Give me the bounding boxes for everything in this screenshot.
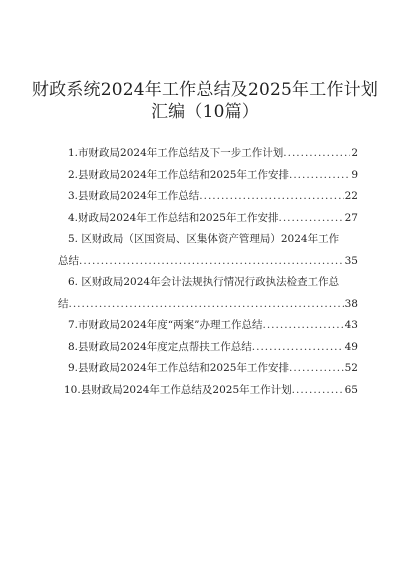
toc-entry-page: 2 xyxy=(351,147,358,159)
document-title-line1: 财政系统2024年工作总结及2025年工作计划 xyxy=(31,80,379,100)
toc-entry-number: 7. xyxy=(68,319,79,331)
toc-entry-line2 xyxy=(58,294,358,316)
toc-entry-4[interactable] xyxy=(58,208,358,230)
toc-entry-title: 县财政局2024年工作总结 xyxy=(78,190,200,202)
toc-leader-dots xyxy=(278,208,343,230)
toc-entry-number: 8. xyxy=(68,340,79,353)
toc-entry-5[interactable] xyxy=(58,229,358,272)
toc-entry-title: 市财政局2024年度“两案”办理工作总结 xyxy=(78,319,263,331)
toc-leader-dots xyxy=(69,294,344,316)
toc-entry-page: 38 xyxy=(344,297,358,310)
toc-leader-dots xyxy=(283,143,350,165)
toc-entry-line2 xyxy=(58,251,358,273)
toc-entry-page: 52 xyxy=(344,362,358,374)
toc-entry-8[interactable] xyxy=(58,337,358,359)
toc-entry-title-line1: 区财政局（区国资局、区集体资产管理局）2024年工作 xyxy=(81,233,340,245)
toc-entry-10[interactable] xyxy=(58,380,358,402)
toc-entry-number: 9. xyxy=(68,362,79,374)
toc-entry-page: 22 xyxy=(344,190,358,202)
toc-entry-number: 5. xyxy=(68,233,79,245)
toc-entry-title: 县财政局2024年度定点帮扶工作总结 xyxy=(78,340,252,353)
toc-entry-2[interactable] xyxy=(58,165,358,187)
toc-leader-dots xyxy=(79,251,344,273)
toc-entry-title-line2: 结 xyxy=(58,297,69,310)
toc-entry-page: 65 xyxy=(344,383,358,396)
toc-entry-page: 35 xyxy=(344,254,358,267)
toc-entry-number: 10. xyxy=(64,383,81,396)
toc-leader-dots xyxy=(292,380,344,402)
toc-entry-3[interactable] xyxy=(58,186,358,208)
toc-leader-dots xyxy=(289,358,344,380)
toc-entry-9[interactable] xyxy=(58,358,358,380)
toc-leader-dots xyxy=(263,315,344,337)
toc-entry-title: 县财政局2024年工作总结和2025年工作安排 xyxy=(78,168,289,181)
toc-entry-page: 27 xyxy=(344,211,358,224)
toc-entry-1[interactable] xyxy=(58,143,358,165)
toc-entry-number: 3. xyxy=(68,190,79,202)
toc-entry-title: 县财政局2024年工作总结及2025年工作计划 xyxy=(80,383,292,396)
toc-entry-title: 县财政局2024年工作总结和2025年工作安排 xyxy=(78,362,289,374)
toc-entry-page: 49 xyxy=(344,340,358,353)
toc-entry-number: 4. xyxy=(68,211,79,224)
toc-leader-dots xyxy=(289,165,350,187)
toc-leader-dots xyxy=(199,186,343,208)
toc-entry-page: 9 xyxy=(351,168,358,181)
toc-entry-line1 xyxy=(58,272,358,294)
toc-entry-title-line2: 总结 xyxy=(58,254,79,267)
toc-entry-title: 财政局2024年工作总结和2025年工作安排 xyxy=(78,211,279,224)
toc-entry-number: 2. xyxy=(68,168,79,181)
toc-entry-title-line1: 区财政局2024年会计法规执行情况行政执法检查工作总 xyxy=(81,276,340,288)
table-of-contents xyxy=(58,143,358,401)
toc-entry-number: 1. xyxy=(68,147,79,159)
toc-entry-page: 43 xyxy=(344,319,358,331)
document-title-line2: 汇编（10篇） xyxy=(150,102,260,122)
toc-entry-title: 市财政局2024年工作总结及下一步工作计划 xyxy=(78,147,284,159)
toc-entry-6[interactable] xyxy=(58,272,358,315)
toc-entry-line1 xyxy=(58,229,358,251)
toc-leader-dots xyxy=(252,337,344,359)
toc-entry-number: 6. xyxy=(68,276,79,288)
toc-entry-7[interactable] xyxy=(58,315,358,337)
